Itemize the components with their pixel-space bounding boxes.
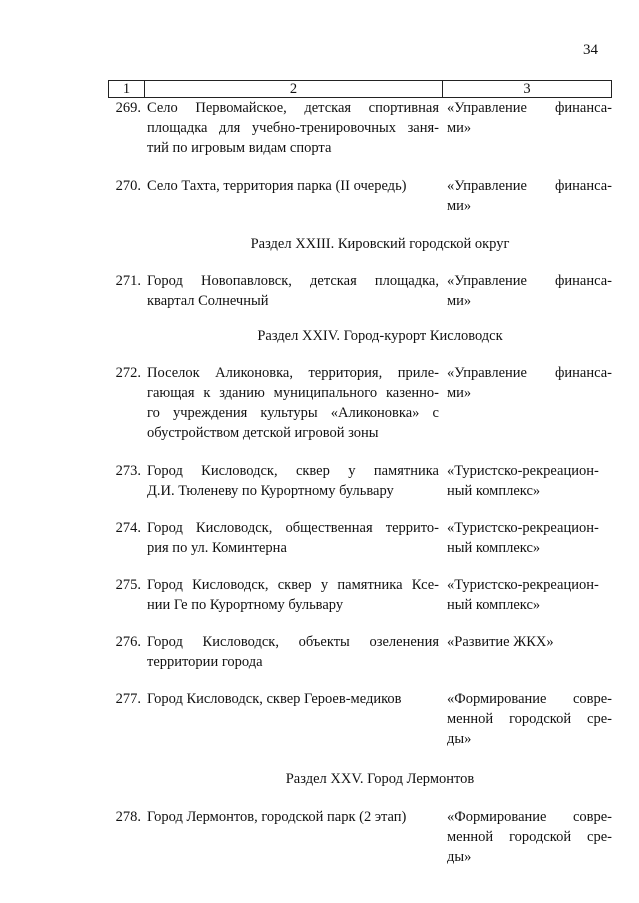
row-number: 269. [115,100,141,116]
prog-line: «Формирование совре- [447,691,612,707]
table-row [108,363,612,443]
desc-line: рия по ул. Коминтерна [147,540,287,556]
prog-line: ми» [447,120,472,136]
table-row [108,176,612,216]
prog-line: ми» [447,198,472,214]
prog-line: ми» [447,293,472,309]
row-number: 272. [115,365,141,381]
prog-line: ный комплекс» [447,597,541,613]
desc-line: Село Первомайское, детская спортивная [147,100,439,116]
desc-line: гающая к зданию муниципального казенно- [147,385,439,401]
header-col-2: 2 [144,80,443,98]
desc-line: нии Ге по Курортному бульвару [147,597,344,613]
desc-line: Город Кисловодск, сквер Героев-медиков [147,691,402,707]
table-body [108,98,612,867]
row-program [439,271,612,311]
table-row [108,461,612,501]
table-row [108,689,612,749]
row-description [147,518,439,558]
desc-line: площадка для учебно-тренировочных заня- [147,120,439,136]
row-number: 275. [115,577,141,593]
prog-line: «Туристско-рекреацион- [447,520,599,536]
prog-line: «Управление финанса- [447,178,612,194]
desc-line: Город Новопавловск, детская площадка, [147,273,439,289]
row-program [439,632,612,652]
row-description [147,689,439,709]
row-program [439,176,612,216]
row-description [147,575,439,615]
table-row [108,575,612,615]
row-number: 270. [115,178,141,194]
row-number: 274. [115,520,141,536]
desc-line: квартал Солнечный [147,293,269,309]
desc-line: Город Кисловодск, объекты озеленения [147,634,439,650]
table-row [108,271,612,311]
row-number: 278. [115,809,141,825]
table [108,80,612,867]
row-program [439,689,612,749]
row-program [439,98,612,138]
desc-line: Поселок Аликоновка, территория, приле- [147,365,439,381]
desc-line: Город Лермонтов, городской парк (2 этап) [147,809,407,825]
table-row [108,518,612,558]
row-program [439,575,612,615]
row-description [147,807,439,827]
header-col-3: 3 [442,80,612,98]
prog-line: «Формирование совре- [447,809,612,825]
row-description [147,363,439,443]
prog-line: ды» [447,849,472,865]
row-description [147,98,439,158]
prog-line: ды» [447,731,472,747]
desc-line: Город Кисловодск, сквер у памятника Ксе- [147,577,439,593]
prog-line: менной городской сре- [447,829,612,845]
table-row [108,632,612,672]
prog-line: ми» [447,385,472,401]
row-description [147,271,439,311]
desc-line: Город Кисловодск, общественная террито- [147,520,439,536]
desc-line: обустройством детской игровой зоны [147,425,379,441]
prog-line: менной городской сре- [447,711,612,727]
section-title: Раздел XXIII. Кировский городской округ [250,236,510,252]
desc-line: территории города [147,654,263,670]
desc-line: Город Кисловодск, сквер у памятника [147,463,439,479]
section-title: Раздел XXV. Город Лермонтов [285,771,475,787]
section-title: Раздел XXIV. Город-курорт Кисловодск [257,328,503,344]
row-number: 277. [115,691,141,707]
prog-line: «Туристско-рекреацион- [447,463,599,479]
desc-line: Д.И. Тюленеву по Курортному бульвару [147,483,394,499]
row-program [439,518,612,558]
prog-line: «Развитие ЖКХ» [447,634,554,650]
prog-line: «Туристско-рекреацион- [447,577,599,593]
row-description [147,176,439,196]
row-program [439,807,612,867]
table-row [108,807,612,867]
header-col-1: 1 [108,80,145,98]
row-number: 276. [115,634,141,650]
prog-line: ный комплекс» [447,483,541,499]
prog-line: «Управление финанса- [447,100,612,116]
row-description [147,461,439,501]
prog-line: «Управление финанса- [447,365,612,381]
row-program [439,461,612,501]
table-header [108,80,612,98]
prog-line: ный комплекс» [447,540,541,556]
desc-line: Село Тахта, территория парка (II очередь) [147,178,407,194]
row-number: 273. [115,463,141,479]
row-program [439,363,612,403]
table-row [108,98,612,158]
prog-line: «Управление финанса- [447,273,612,289]
row-number: 271. [115,273,141,289]
desc-line: го учреждения культуры «Аликоновка» с [147,405,439,421]
desc-line: тий по игровым видам спорта [147,140,332,156]
page-number: 34 [583,42,598,58]
row-description [147,632,439,672]
